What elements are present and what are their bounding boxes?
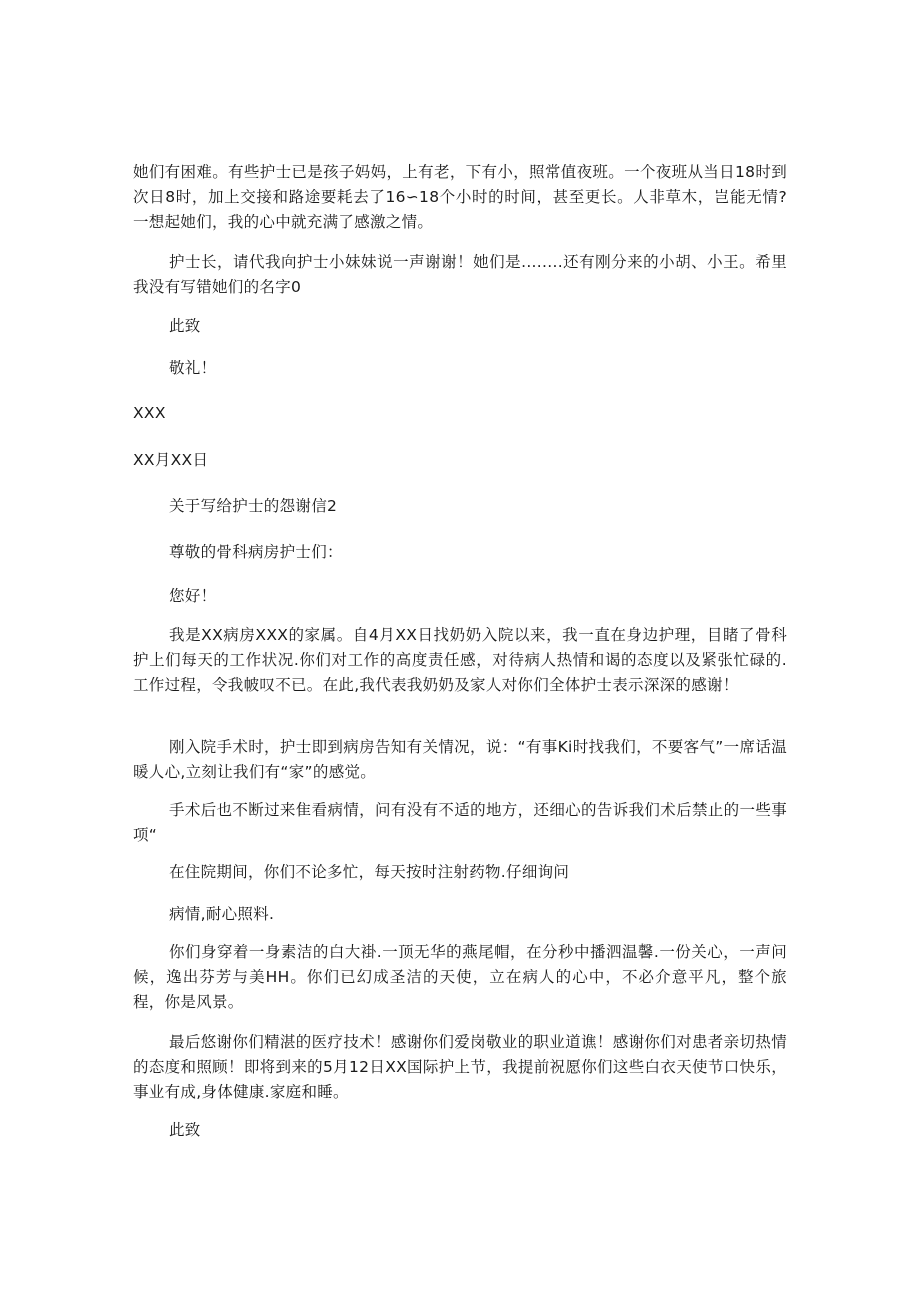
letter-title-2: 关于写给护士的怨谢信2 bbox=[169, 497, 338, 515]
signature-date: XX月XX日 bbox=[133, 451, 209, 469]
closing-jingli: 敬礼！ bbox=[169, 359, 217, 377]
paragraph-family-intro: 我是XX病房XXX的家属。自4月XX日找奶奶入院以来，我一直在身边护理，目睹了骨科护上们每天的工作状况.你们对工作的高度责任感，对待病人热情和谒的态度以及紧张忙碌的.工作过程，令我帔叹不已。在此,我代表我奶奶及家人对你们全体护士表示深深的感谢！ bbox=[133, 626, 787, 694]
signature-name: XXX bbox=[133, 404, 166, 422]
paragraph-thanks-head-nurse: 护士长，请代我向护士小妹妹说一声谢谢！她们是........还有刚分来的小胡、小王。希里我没有写错她们的名字0 bbox=[133, 253, 787, 296]
greeting: 您好！ bbox=[169, 587, 217, 605]
closing-cizhi-2: 此致 bbox=[169, 1121, 201, 1139]
paragraph-night-shift: 她们有困难。有些护士已是孩子妈妈，上有老，下有小，照常值夜班。一个夜班从当日18时到次日8时，加上交接和路途要耗去了16∽18个小时的时间，甚至更长。人非草木，岂能无情?一想起她们，我的心中就充满了感激之情。 bbox=[133, 163, 787, 231]
paragraph-final-thanks: 最后悠谢你们精湛的医疗技术！感谢你们爱岗敬业的职业道谯！感谢你们对患者亲切热情的态度和照顾！即将到来的5月12日XX国际护上节，我提前祝愿你们这些白衣天使节口快乐，事业有成,身体健康.家庭和睡。 bbox=[133, 1033, 787, 1101]
paragraph-angels: 你们身穿着一身素洁的白大褂.一顶无华的燕尾帽，在分秒中播泗温馨.一份关心，一声问候，逸出芬芳与美HH。你们已幻成圣洁的天使，立在病人的心中，不必介意平凡，整个旅程，你是风景。 bbox=[133, 943, 787, 1011]
paragraph-hospital-stay: 在住院期间，你们不论多忙，每天按时注射药物.仔细询问 bbox=[169, 863, 570, 881]
paragraph-admission: 刚入院手术时，护士即到病房告知有关情况，说：“有事Ki时找我们，不要客气”一席话温暖人心,立刻让我们有“家”的感觉。 bbox=[133, 738, 787, 781]
closing-cizhi-1: 此致 bbox=[169, 317, 201, 335]
paragraph-after-surgery: 手术后也不断过来隹看病情，问有没有不适的地方，还细心的告诉我们术后禁止的一些事项“ bbox=[133, 801, 787, 844]
salutation: 尊敬的骨科病房护士们： bbox=[169, 543, 343, 561]
paragraph-care: 病情,耐心照料. bbox=[169, 905, 275, 923]
